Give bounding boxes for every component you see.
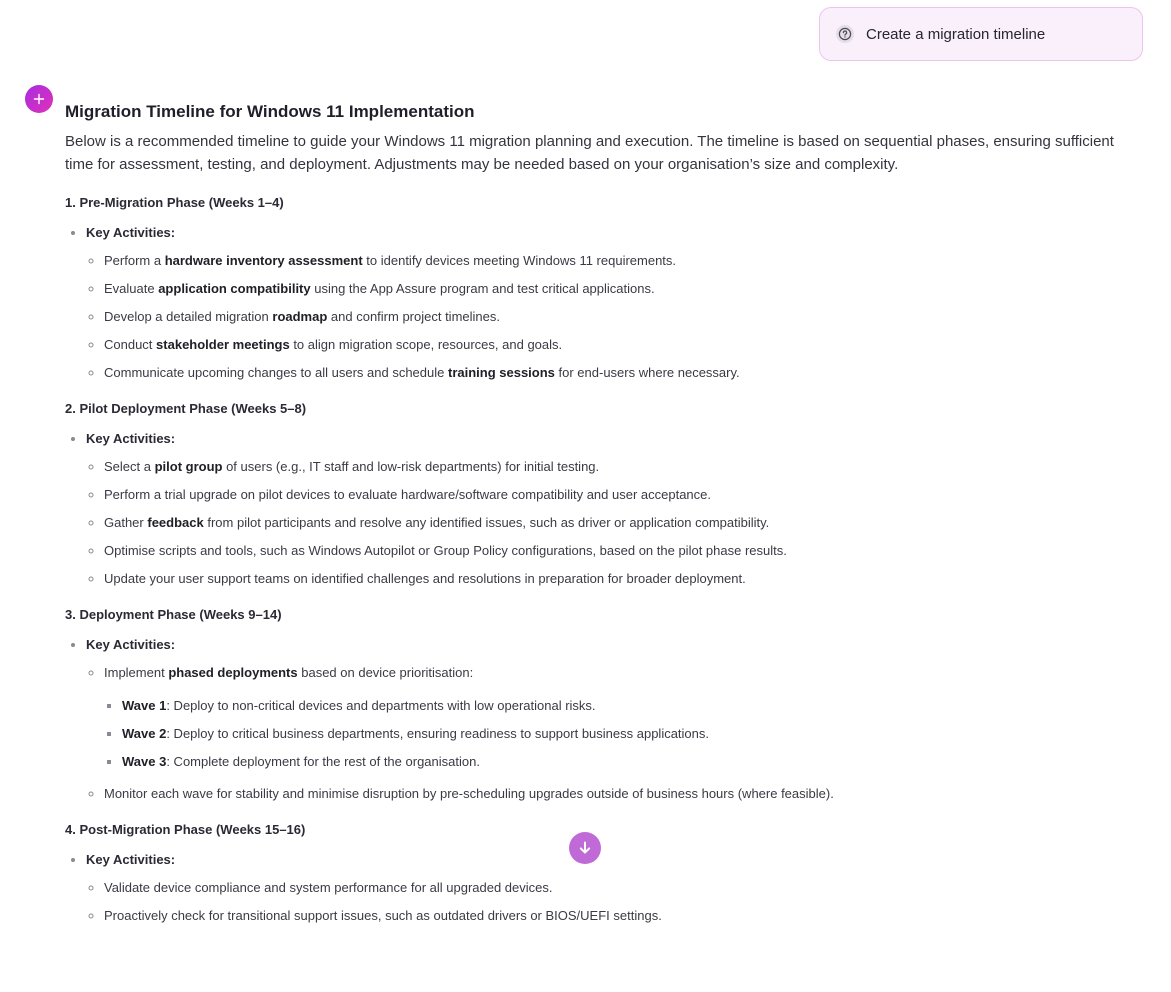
user-prompt-bubble [819,7,1143,61]
key-activities-label: Key Activities: [86,225,176,240]
activity-text: based on device prioritisation: [297,665,474,680]
activity-text: Validate device compliance and system performance for all upgraded devices. [104,880,553,895]
activity-list [86,252,1125,382]
key-activities-label: Key Activities: [86,431,176,446]
wave-label: Wave 1 [122,698,167,713]
wave-list [104,697,1125,771]
activity-text: Gather [104,515,148,530]
activity-text: Select a [104,459,155,474]
wave-item [122,697,1125,715]
activity-text: Conduct [104,337,157,352]
activity-item [104,514,1125,532]
activity-text: Implement [104,665,169,680]
phase-heading: 1. Pre-Migration Phase (Weeks 1–4) [65,195,284,210]
activity-emphasis: hardware inventory assessment [164,253,363,268]
phase-heading: 4. Post-Migration Phase (Weeks 15–16) [65,822,306,837]
phase-heading: 2. Pilot Deployment Phase (Weeks 5–8) [65,401,307,416]
wave-item [122,753,1125,771]
activity-item [104,308,1125,326]
wave-text: : Complete deployment for the rest of the organisation. [166,754,480,769]
activity-text: Communicate upcoming changes to all users and schedule [104,365,448,380]
arrow-down-icon [577,840,593,856]
key-activities-item [86,636,1125,803]
activity-item [104,542,1125,560]
activity-list [86,458,1125,588]
activity-text: Perform a [104,253,165,268]
activity-item [104,252,1125,270]
activity-item [104,664,1125,771]
activity-list [86,879,1125,925]
key-activities-list [65,636,1125,803]
activity-emphasis: roadmap [272,309,328,324]
activity-text: to align migration scope, resources, and goals. [289,337,563,352]
activity-item [104,364,1125,382]
phase-heading: 3. Deployment Phase (Weeks 9–14) [65,607,282,622]
key-activities-list [65,851,1125,925]
user-prompt-text: Create a migration timeline [866,25,1046,43]
scroll-to-bottom-button[interactable] [569,832,601,864]
wave-label: Wave 2 [122,726,167,741]
key-activities-list [65,224,1125,382]
activity-list [86,664,1125,803]
activity-emphasis: stakeholder meetings [156,337,290,352]
activity-item [104,280,1125,298]
activity-item [104,486,1125,504]
key-activities-item [86,851,1125,925]
activity-text: Evaluate [104,281,159,296]
activity-item [104,879,1125,897]
activity-text: from pilot participants and resolve any identified issues, such as driver or application compatibility. [203,515,770,530]
activity-text: Monitor each wave for stability and minimise disruption by pre-scheduling upgrades outside of business hours (where feasible). [104,786,834,801]
activity-item [104,458,1125,476]
wave-label: Wave 3 [122,754,167,769]
activity-text: Develop a detailed migration [104,309,273,324]
activity-emphasis: phased deployments [168,665,298,680]
activity-text: for end-users where necessary. [554,365,740,380]
wave-text: : Deploy to critical business departments, ensuring readiness to support business applications. [166,726,710,741]
activity-item [104,907,1125,925]
activity-emphasis: pilot group [154,459,223,474]
key-activities-label: Key Activities: [86,852,176,867]
wave-item [122,725,1125,743]
activity-text: of users (e.g., IT staff and low-risk departments) for initial testing. [222,459,600,474]
activity-item [104,570,1125,588]
sparkle-icon [33,93,45,105]
activity-text: using the App Assure program and test critical applications. [310,281,655,296]
assistant-avatar [25,85,53,113]
key-activities-item [86,224,1125,382]
key-activities-item [86,430,1125,588]
wave-text: : Deploy to non-critical devices and departments with low operational risks. [166,698,596,713]
response-title: Migration Timeline for Windows 11 Implementation [65,102,475,121]
activity-text: Optimise scripts and tools, such as Windows Autopilot or Group Policy configurations, based on the pilot phase results. [104,543,787,558]
activity-emphasis: training sessions [447,365,555,380]
activity-emphasis: feedback [147,515,204,530]
activity-text: Perform a trial upgrade on pilot devices to evaluate hardware/software compatibility and user acceptance. [104,487,711,502]
key-activities-list [65,430,1125,588]
activity-item [104,785,1125,803]
key-activities-label: Key Activities: [86,637,176,652]
activity-text: Update your user support teams on identified challenges and resolutions in preparation for broader deployment. [104,571,746,586]
activity-item [104,336,1125,354]
assistant-response [65,100,1125,925]
activity-text: Proactively check for transitional support issues, such as outdated drivers or BIOS/UEFI settings. [104,908,662,923]
activity-text: to identify devices meeting Windows 11 requirements. [362,253,677,268]
activity-emphasis: application compatibility [158,281,311,296]
activity-text: and confirm project timelines. [327,309,500,324]
help-circle-icon [836,25,854,43]
response-intro: Below is a recommended timeline to guide your Windows 11 migration planning and execution. The timeline is based on sequential phases, ensuring sufficient time for assessment, testing, and deployment. Adjustments may be needed based on your organisation’s size and complexity. [65,133,1114,173]
